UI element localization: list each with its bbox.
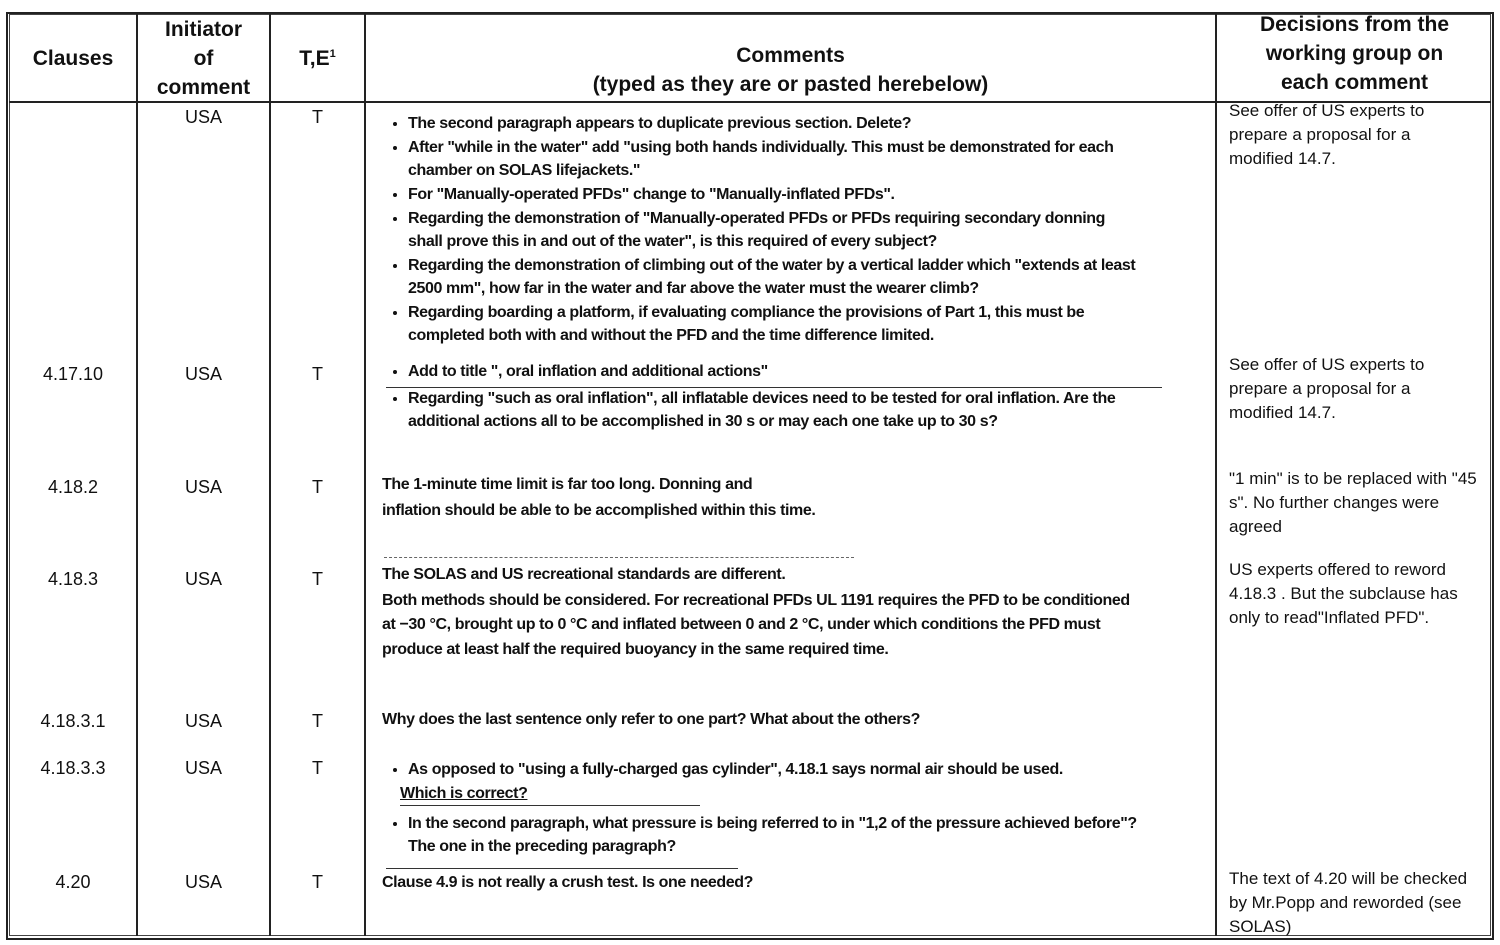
- header-comments: [366, 14, 1215, 102]
- type-cell: T: [312, 758, 323, 778]
- scan-rule: [384, 557, 854, 558]
- decision-cell: See offer of US experts to prepare a proposal for a modified 14.7.: [1229, 355, 1425, 422]
- scan-rule: [386, 387, 1162, 388]
- header-type: T,E $^1$: [271, 14, 364, 102]
- comments-cell: [382, 708, 1182, 731]
- comments-cell: [382, 871, 1182, 894]
- initiator-cell: USA: [184, 758, 222, 778]
- clause-cell: 4.17.10: [42, 364, 104, 384]
- comment-bullet: • The second paragraph appears to duplicate previous section. Delete?: [408, 112, 1182, 135]
- decision-cell: See offer of US experts to prepare a proposal for a modified 14.7.: [1229, 101, 1425, 168]
- column-divider: [364, 14, 366, 936]
- header-initiator-line: of: [193, 46, 214, 70]
- comments-cell: [382, 472, 1182, 524]
- comment-bullet: • Regarding the demonstration of climbing out of the water by a vertical ladder which "extends at least 2500 mm", how far in the water and far above the water must the wearer climb?: [408, 254, 1168, 300]
- comment-bullet: • As opposed to "using a fully-charged gas cylinder", 4.18.1 says normal air should be used.: [408, 758, 1168, 781]
- comment-line: inflation should be able to be accomplished within this time.: [382, 502, 816, 519]
- initiator-cell: USA: [184, 107, 222, 127]
- type-cell: T: [312, 107, 323, 127]
- header-decisions-line: each comment: [1280, 71, 1429, 94]
- comment-bullet: • After "while in the water" add "using both hands individually. This must be demonstrated for each chamber on SOLAS lifejackets.": [408, 136, 1148, 182]
- scan-rule: [386, 868, 738, 869]
- column-divider: [1215, 14, 1217, 936]
- clause-cell: 4.18.3.3: [40, 758, 106, 778]
- comment-underlined-line: Which is correct?: [400, 782, 700, 806]
- comment-line: The SOLAS and US recreational standards are different.: [382, 566, 786, 583]
- comment-bullet: • For "Manually-operated PFDs" change to "Manually-inflated PFDs".: [408, 183, 1182, 206]
- clause-cell: 4.20: [55, 872, 91, 892]
- comment-line: Both methods should be considered. For recreational PFDs UL 1191 requires the PFD to be conditioned at −30 °C, brought up to 0 °C and inflated between 0 and 2 °C, under which conditions the PFD must produce at least half the required buoyancy in the same required time.: [382, 591, 1130, 658]
- comments-cell: [382, 360, 1182, 434]
- initiator-cell: USA: [184, 477, 222, 497]
- header-decisions: [1217, 10, 1492, 98]
- header-decisions-line: working group on: [1265, 42, 1444, 65]
- comments-cell: [382, 563, 1142, 662]
- header-initiator-line: comment: [156, 75, 251, 99]
- comment-bullet: • Regarding the demonstration of "Manually-operated PFDs or PFDs requiring secondary donning shall prove this in and out of the water", is this required of every subject?: [408, 207, 1108, 253]
- type-cell: T: [312, 364, 323, 384]
- initiator-cell: USA: [184, 569, 222, 589]
- comment-bullet: • Regarding "such as oral inflation", all inflatable devices need to be tested for oral inflation. Are the additional actions all to be accomplished in 30 s or may each one take up to 30 s?: [408, 387, 1178, 433]
- header-clauses-text: Clauses: [32, 46, 114, 70]
- comment-line: The 1-minute time limit is far too long. Donning and: [382, 476, 753, 493]
- decision-cell: "1 min" is to be replaced with "45 s". No further changes were agreed: [1229, 469, 1477, 536]
- type-cell: T: [312, 569, 323, 589]
- comment-bullet: • Add to title ", oral inflation and additional actions": [408, 360, 1182, 383]
- clause-cell: 4.18.3.1: [40, 711, 106, 731]
- comment-bullet: • Regarding boarding a platform, if evaluating compliance the provisions of Part 1, this must be completed both with and without the PFD and the time difference limited.: [408, 301, 1158, 347]
- comment-line: Clause 4.9 is not really a crush test. Is one needed?: [382, 874, 753, 891]
- decision-cell: The text of 4.20 will be checked by Mr.Popp and reworded (see SOLAS): [1229, 869, 1468, 936]
- comment-bullet: • In the second paragraph, what pressure is being referred to in "1,2 of the pressure achieved before"? The one in the preceding paragraph?: [408, 812, 1168, 858]
- header-comments-title: Comments: [736, 44, 845, 67]
- type-cell: T: [312, 711, 323, 731]
- clause-cell: 4.18.3: [47, 569, 99, 589]
- header-clauses: [10, 14, 136, 102]
- decision-cell: US experts offered to reword 4.18.3 . But the subclause has only to read"Inflated PFD".: [1229, 560, 1458, 627]
- initiator-cell: USA: [184, 364, 222, 384]
- type-cell: T: [312, 477, 323, 497]
- initiator-cell: USA: [184, 711, 222, 731]
- type-cell: T: [312, 872, 323, 892]
- header-initiator: [138, 14, 269, 102]
- header-decisions-line: Decisions from the: [1259, 13, 1450, 36]
- initiator-cell: USA: [184, 872, 222, 892]
- column-divider: [136, 14, 138, 936]
- comments-cell: [382, 758, 1182, 859]
- header-type-text: T,E: [299, 46, 330, 70]
- column-divider: [269, 14, 271, 936]
- clause-cell: 4.18.2: [47, 477, 99, 497]
- comments-cell: [382, 112, 1182, 348]
- header-initiator-line: Initiator: [165, 17, 242, 41]
- header-comments-subtitle: (typed as they are or pasted herebelow): [592, 73, 989, 96]
- comment-line: Why does the last sentence only refer to one part? What about the others?: [382, 711, 920, 728]
